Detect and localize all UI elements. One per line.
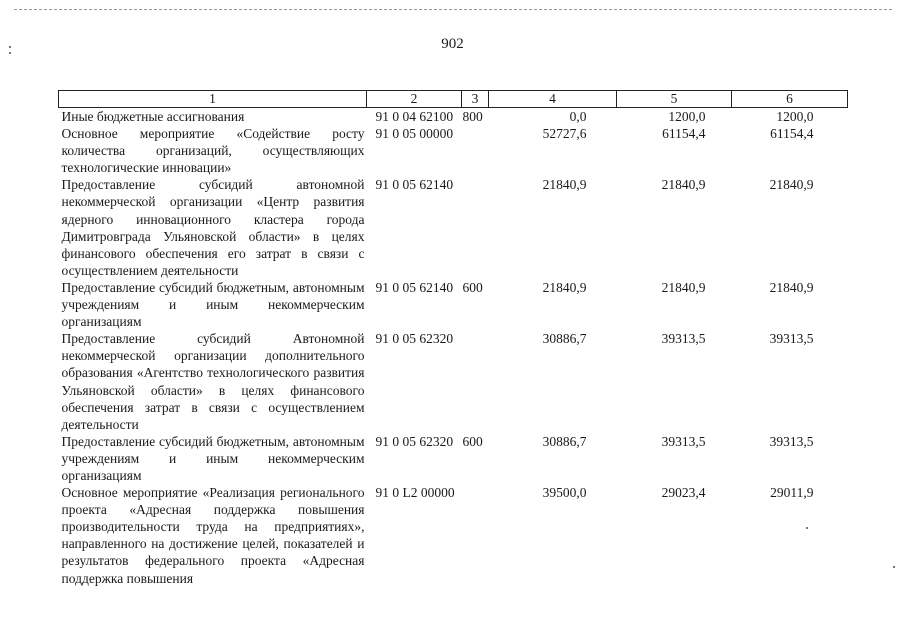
budget-table [58, 90, 848, 587]
budget-code: 91 0 L2 00000 [375, 485, 455, 501]
page-number: 902 [441, 36, 464, 52]
item-name: Предоставление субсидий автономной некоммерческой организации «Центр развития ядерного инновационного кластера города Димитровграда Ульяновской области» в целях финансового обеспечения его затрат в связи с осуществлением деятельности [61, 177, 365, 278]
table-row [59, 108, 848, 126]
table-row [59, 176, 848, 279]
amount-col6: 21840,9 [769, 177, 814, 193]
item-name: Предоставление субсидий бюджетным, автономным учреждениям и иным некоммерческим организациям [61, 279, 365, 330]
table-row [59, 125, 848, 176]
column-header-3: 3 [462, 91, 489, 108]
table-header [59, 91, 848, 108]
table-body [59, 108, 848, 587]
scan-speck [9, 52, 11, 54]
column-header-4: 4 [489, 91, 617, 108]
amount-col4: 30886,7 [542, 331, 587, 347]
amount-col6: 39313,5 [769, 433, 814, 449]
amount-col5: 21840,9 [661, 177, 706, 193]
amount-col4: 0,0 [569, 109, 587, 124]
table-row [59, 484, 848, 587]
expense-type [462, 125, 489, 176]
budget-code: 91 0 05 62320 [375, 331, 454, 347]
budget-code: 91 0 05 00000 [375, 126, 454, 142]
amount-col4: 39500,0 [542, 485, 587, 501]
amount-col4: 52727,6 [542, 126, 587, 142]
scan-speck [9, 46, 11, 48]
expense-type [462, 484, 489, 587]
item-name: Иные бюджетные ассигнования [61, 109, 245, 124]
column-header-2: 2 [367, 91, 462, 108]
item-name: Основное мероприятие «Содействие росту количества организаций, осуществляющих технологические инновации» [61, 126, 365, 176]
expense-type [462, 176, 489, 279]
expense-type: 600 [462, 279, 483, 295]
amount-col5: 39313,5 [661, 433, 706, 449]
table-row [59, 433, 848, 484]
amount-col6: 29011,9 [770, 485, 814, 501]
scan-top-edge [14, 9, 892, 10]
expense-type: 800 [462, 109, 483, 124]
amount-col5: 29023,4 [661, 485, 706, 501]
budget-code: 91 0 05 62140 [375, 177, 454, 193]
header-row [59, 91, 848, 108]
column-header-5: 5 [617, 91, 732, 108]
amount-col5: 1200,0 [668, 109, 706, 124]
amount-col5: 39313,5 [661, 331, 706, 347]
amount-col6: 21840,9 [769, 279, 814, 295]
table-row [59, 330, 848, 433]
amount-col5: 61154,4 [662, 126, 706, 142]
amount-col4: 21840,9 [542, 177, 587, 193]
budget-code: 91 0 05 62140 [375, 279, 454, 295]
amount-col6: 1200,0 [776, 109, 814, 124]
amount-col5: 21840,9 [661, 279, 706, 295]
scan-speck [893, 566, 895, 568]
item-name: Основное мероприятие «Реализация регионального проекта «Адресная поддержка повышения производительности труда на предприятиях», направленного на достижение целей, показателей и результатов федерального проекта «Адресная поддержка повышения [61, 485, 365, 586]
expense-type [462, 330, 489, 433]
amount-col4: 21840,9 [542, 279, 587, 295]
budget-code: 91 0 05 62320 [375, 433, 454, 449]
item-name: Предоставление субсидий Автономной некоммерческой организации дополнительного образования «Агентство технологического развития Ульяновской области» в целях финансового обеспечения затрат в связи с осуществлением деятельности [61, 331, 365, 432]
amount-col6: 61154,4 [770, 126, 814, 142]
table-row [59, 279, 848, 330]
column-header-6: 6 [732, 91, 848, 108]
amount-col6: 39313,5 [769, 331, 814, 347]
budget-code: 91 0 04 62100 [375, 109, 454, 124]
column-header-1: 1 [59, 91, 367, 108]
amount-col4: 30886,7 [542, 433, 587, 449]
item-name: Предоставление субсидий бюджетным, автономным учреждениям и иным некоммерческим организациям [61, 433, 365, 483]
expense-type: 600 [462, 433, 483, 449]
